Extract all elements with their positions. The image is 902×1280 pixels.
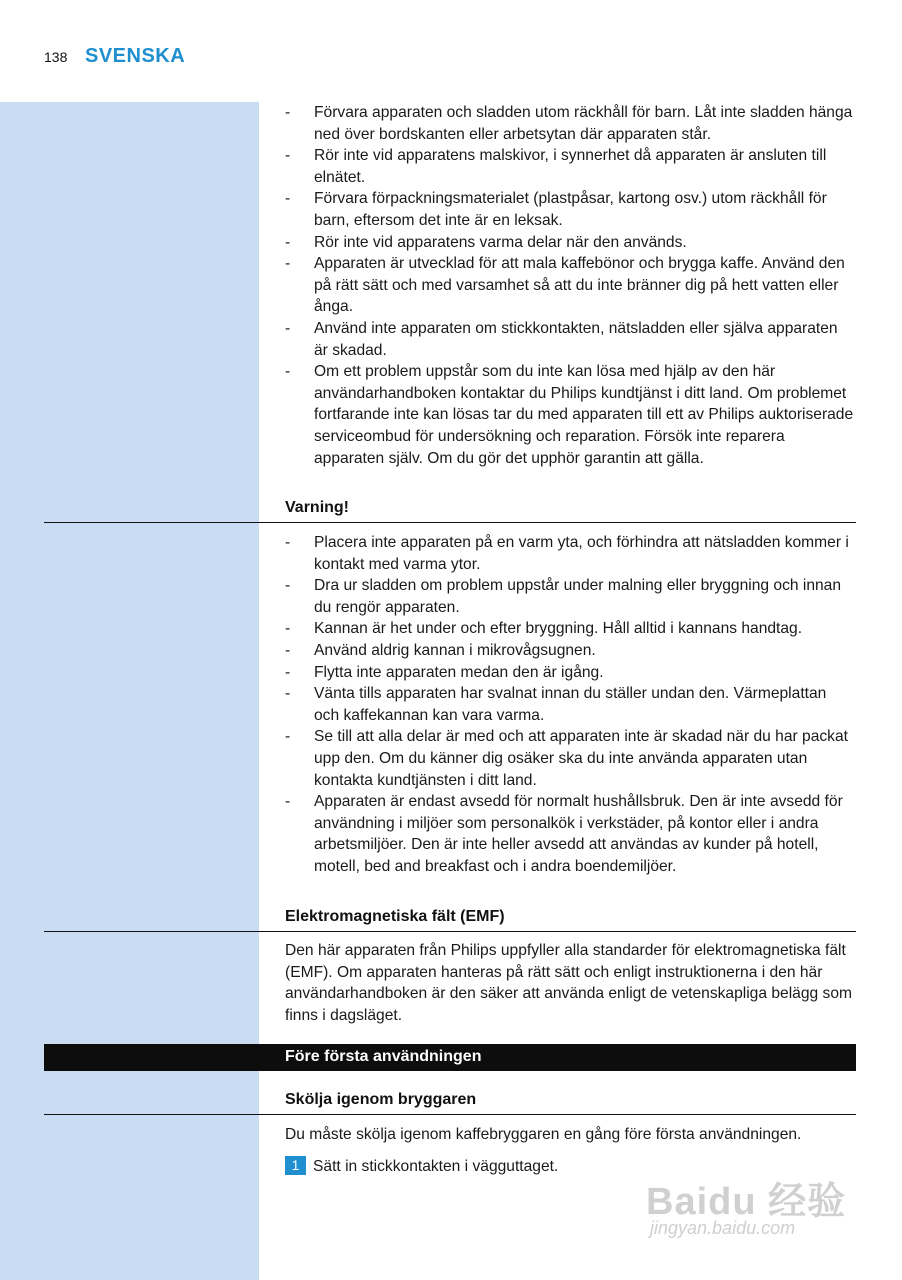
safety-list: [285, 102, 855, 469]
watermark-logo: Baidu 经验: [646, 1181, 847, 1223]
emf-paragraph: Den här apparaten från Philips uppfyller alla standarder för elektromagnetiska fält (EMF). Om apparaten hanteras på rätt sätt och enligt instruktionerna i den här användarhandboken är den säker att använda enligt de vetenskapliga belägg som finns i dagsläget.: [285, 942, 852, 1024]
list-item: - Rör inte vid apparatens varma delar när den används.: [285, 232, 855, 254]
list-item: - Placera inte apparaten på en varm yta, och förhindra att nätsladden kommer i kontakt med varma ytor.: [285, 532, 855, 575]
list-item: - Använd inte apparaten om stickkontakten, nätsladden eller själva apparaten är skadad.: [285, 318, 855, 361]
list-item: - Om ett problem uppstår som du inte kan lösa med hjälp av den här användarhandboken kontaktar du Philips kundtjänst i ditt land. Om problemet fortfarande inte kan lösas tar du med apparaten till ett av Philips auktoriserade serviceombud för undersökning och reparation. Försök inte reparera apparaten själv. Om du gör det upphör garantin att gälla.: [285, 361, 855, 469]
list-item: - Kannan är het under och efter bryggning. Håll alltid i kannans handtag.: [285, 618, 855, 640]
step-number-badge: 1: [285, 1156, 306, 1175]
chapter-bar: [44, 1044, 856, 1071]
warning-heading: Varning!: [285, 499, 350, 516]
chapter-title: Före första användningen: [285, 1048, 482, 1065]
rinse-paragraph: Du måste skölja igenom kaffebryggaren en gång före första användningen.: [285, 1126, 802, 1143]
list-item: - Dra ur sladden om problem uppstår under malning eller bryggning och innan du rengör apparaten.: [285, 575, 855, 618]
divider: [44, 522, 856, 523]
emf-heading: Elektromagnetiska fält (EMF): [285, 908, 505, 925]
list-item: - Vänta tills apparaten har svalnat innan du ställer undan den. Värmeplattan och kaffekannan kan vara varma.: [285, 683, 855, 726]
list-item: - Förvara förpackningsmaterialet (plastpåsar, kartong osv.) utom räckhåll för barn, eftersom det inte är en leksak.: [285, 188, 855, 231]
list-item: - Rör inte vid apparatens malskivor, i synnerhet då apparaten är ansluten till elnätet.: [285, 145, 855, 188]
list-item: - Apparaten är endast avsedd för normalt hushållsbruk. Den är inte avsedd för användning i miljöer som personalkök i verkstäder, på kontor eller i andra arbetsmiljöer. Den är inte heller avsedd att användas av kunder på hotell, motell, bed and breakfast och i andra boendemiljöer.: [285, 791, 855, 877]
list-item: - Apparaten är utvecklad för att mala kaffebönor och brygga kaffe. Använd den på rätt sätt och med varsamhet så att du inte bränner dig på hett vatten eller ånga.: [285, 253, 855, 318]
divider: [44, 1114, 856, 1115]
divider: [44, 931, 856, 932]
list-item: - Förvara apparaten och sladden utom räckhåll för barn. Låt inte sladden hänga ned över bordskanten eller arbetsytan där apparaten står.: [285, 102, 855, 145]
step-1: [285, 1156, 558, 1178]
step-text: Sätt in stickkontakten i vägguttaget.: [313, 1158, 559, 1175]
list-item: - Flytta inte apparaten medan den är igång.: [285, 662, 855, 684]
list-item: - Använd aldrig kannan i mikrovågsugnen.: [285, 640, 855, 662]
warning-list: [285, 532, 855, 878]
list-item: - Se till att alla delar är med och att apparaten inte är skadad när du har packat upp den. Om du känner dig osäker ska du inte använda apparaten utan kontakta kundtjänsten i ditt land.: [285, 726, 855, 791]
sidebar-panel: [0, 102, 259, 1280]
page-number: 138: [44, 49, 68, 65]
watermark: [640, 1150, 850, 1250]
rinse-heading: Skölja igenom bryggaren: [285, 1091, 477, 1108]
section-title: SVENSKA: [85, 45, 186, 67]
watermark-url: jingyan.baidu.com: [650, 1218, 796, 1238]
